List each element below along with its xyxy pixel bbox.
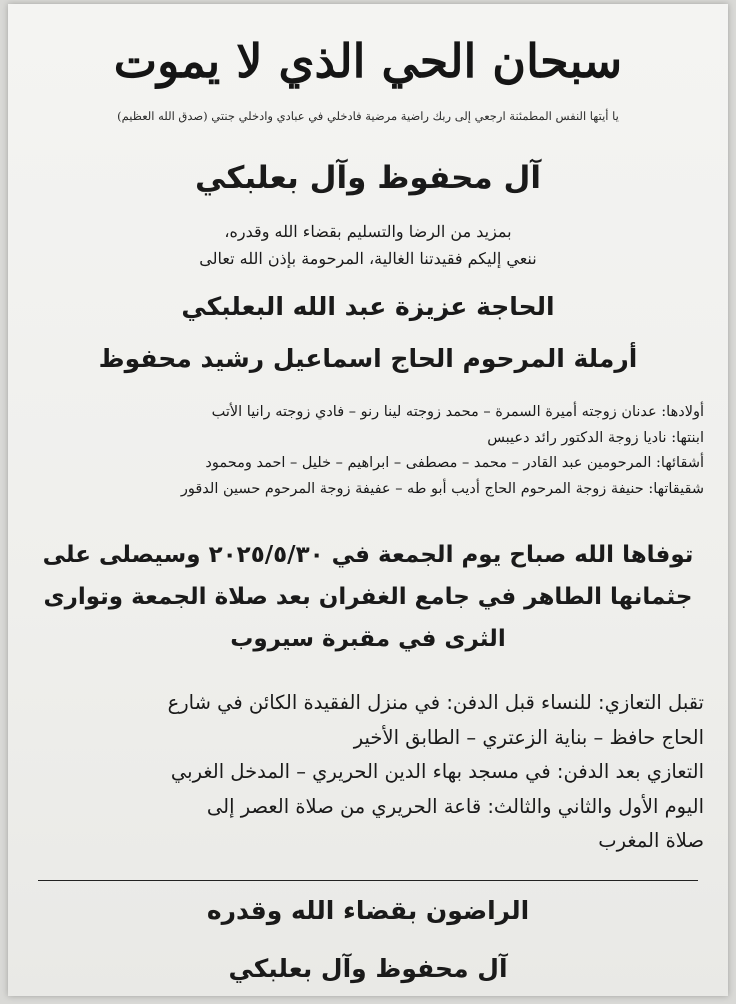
condolences-line-3: التعازي بعد الدفن: في مسجد بهاء الدين الحريري – المدخل الغربي [170,760,704,783]
intro-line-1: بمزيد من الرضا والتسليم بقضاء الله وقدره، [224,222,512,241]
divider [38,880,698,881]
condolences-line-2: الحاج حافظ – بناية الزعتري – الطابق الأخير [353,725,704,749]
quran-verse: يا أيتها النفس المطمئنة ارجعي إلى ربك راضية مرضية فادخلي في عبادي وادخلي جنتي (صدق الله العظيم) [117,109,619,123]
widow-of-line: أرملة المرحوم الحاج اسماعيل رشيد محفوظ [98,344,638,373]
relatives-sons: أولادها: عدنان زوجته أميرة السمرة – محمد زوجته لينا رنو – فادي زوجته رانيا الأتب [211,404,704,420]
deceased-name: الحاجة عزيزة عبد الله البعلبكي [181,292,555,321]
intro-text [28,218,708,272]
death-notice-line-1: توفاها الله صباح يوم الجمعة في ٢٠٢٥/٥/٣٠ وسيصلى على [42,542,694,568]
family-title: آل محفوظ وآل بعلبكي [194,160,541,196]
calligraphy-header: سبحان الحي الذي لا يموت [113,34,623,88]
condolences-info [32,686,704,859]
death-notice-line-2: جثمانها الطاهر في جامع الغفران بعد صلاة الجمعة وتوارى [43,584,693,610]
closing-family-signature: آل محفوظ وآل بعلبكي [228,954,508,983]
intro-line-2: ننعي إليكم فقيدتنا الغالية، المرحومة بإذن الله تعالى [199,249,537,268]
death-notice-line-3: الثرى في مقبرة سيروب [230,626,506,652]
death-notice [32,534,704,660]
condolences-line-4: اليوم الأول والثاني والثالث: قاعة الحريري من صلاة العصر إلى [206,794,704,818]
relatives-list [32,400,704,502]
condolences-line-1: تقبل التعازي: للنساء قبل الدفن: في منزل الفقيدة الكائن في شارع [167,691,704,714]
relatives-sisters: شقيقاتها: حنيفة زوجة المرحوم الحاج أديب أبو طه – عفيفة زوجة المرحوم حسين الدقور [180,480,704,497]
closing-line-1: الراضون بقضاء الله وقدره [206,896,530,925]
condolences-line-5: صلاة المغرب [598,829,704,852]
obituary-sheet [8,4,728,996]
relatives-brothers: أشقائها: المرحومين عبد القادر – محمد – مصطفى – ابراهيم – خليل – احمد ومحمود [205,455,704,471]
relatives-daughter: ابنتها: ناديا زوجة الدكتور رائد دعيبس [487,429,704,446]
